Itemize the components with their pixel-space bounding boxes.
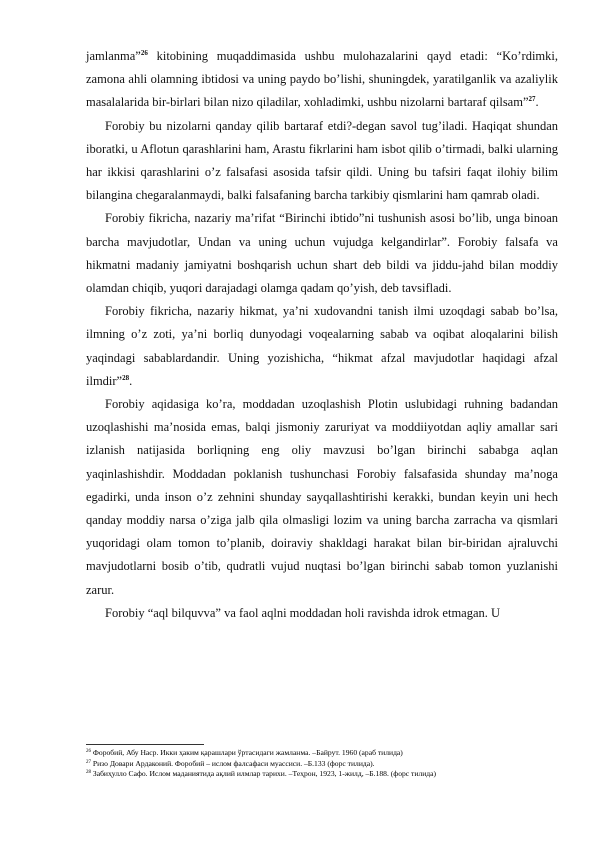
footnote-ref-27: 27 <box>528 95 536 104</box>
paragraph-1 <box>86 45 558 115</box>
paragraph-1-text-b: kitobining muqaddimasida ushbu mulohazalarini qayd etadi: “Ko’rdimki, zamona ahli olamning ibtidosi va uning paydo bo’lishi, shuningdek, yaratilganlik va azaliylik masalalarida bir-birlari bilan nizo qiladilar, xohladimki, ushbu nizolarni bartaraf qilsam” <box>86 49 558 110</box>
footnote-separator <box>86 744 204 745</box>
footnote-ref-28: 28 <box>122 373 130 382</box>
footnote-27 <box>86 759 558 770</box>
paragraph-5: Forobiy aqidasiga ko’ra, moddadan uzoqlashish Plotin uslubidagi ruhning badandan uzoqlashishi ma’nosida emas, balqi jismoniy zaruriyat va moddiiyotdan aqliy amallar sari izlanish natijasida borliqning eng oliy mavzusi bo’lgan birinchi sababga aqlan yaqinlashishdir. Moddadan poklanish tushunchasi Forobiy falsafasida shunday ma’noga egadirki, unda inson o’z zehnini shunday sayqallashtirishi kerakki, bundan keyin uni hech qanday moddiy narsa o’ziga jalb qila olmasligi lozim va uning barcha zarracha va qismlari yuqoridagi olam tomon to’planib, doiraviy shakldagi harakat bilan bir-biridan ajraluvchi mavjudotlarni bosib o’tib, qudratli vujud nuqtasi bo’lgan birinchi sabab tomon yuzlanishi zarur. <box>86 397 558 597</box>
footnote-text: Ризо Довари Ардаконий. Форобий – ислом фалсафаси муассиси. –Б.133 (форс тилида). <box>91 758 375 768</box>
paragraph-1-text-c: . <box>535 95 539 110</box>
main-text <box>86 45 558 625</box>
footnote-number: 28 <box>86 770 91 776</box>
footnotes-section <box>86 744 558 780</box>
paragraph-2: Forobiy bu nizolarni qanday qilib bartaraf etdi?-degan savol tug’iladi. Haqiqat shundan iboratki, u Aflotun qarashlarini ham, Arastu fikrlarini ham isbot qilib o’tirmadi, balki ularning har ikkisi qarashlarini o’z falsafasi asosida tafsir qildi. Uning bu tafsiri faqat ilohiy bilim bilangina chegaralanmaydi, balki falsafaning barcha tarkibiy qismlarini ham qamrab oladi. <box>86 118 558 203</box>
footnote-number: 27 <box>86 759 91 765</box>
footnote-26 <box>86 748 558 759</box>
footnote-28 <box>86 769 558 780</box>
footnote-number: 26 <box>86 749 91 754</box>
paragraph-6: Forobiy “aql bilquvva” va faol aqlni moddadan holi ravishda idrok etmagan. U <box>105 605 501 620</box>
paragraph-4-text-b: . <box>129 373 133 388</box>
footnote-text: Форобий, Абу Наср. Икки ҳаким қарашлари ўртасидаги жамланма. –Байрут. 1960 (араб тилида) <box>91 748 403 757</box>
paragraph-4 <box>86 300 558 393</box>
paragraph-1-text-a: jamlanma” <box>86 49 141 63</box>
footnote-text: Забиҳулло Сафо. Ислом маданиятида ақлий илмлар тарихи. –Теҳрон, 1923, 1-жилд, –Б.188. (форс тилида) <box>91 769 437 779</box>
paragraph-4-text-a: Forobiy fikricha, nazariy hikmat, ya’ni xudovandni tanish ilmi uzoqdagi sabab bo’lsa, ilmning o’z zoti, ya’ni borliq dunyodagi voqealarning sabab va oqibat aloqalarini bilish yaqindagi sabablardandir. Uning yozishicha, “hikmat afzal mavjudotlar haqidagi afzal ilmdir” <box>86 304 558 388</box>
paragraph-3: Forobiy fikricha, nazariy ma’rifat “Birinchi ibtido”ni tushunish asosi bo’lib, unga binoan barcha mavjudotlar, Undan va uning uchun vujudga kelgandirlar”. Forobiy falsafa va hikmatni madaniy jamiyatni boshqarish uchun shart deb bildi va jiddu-jahd bilan moddiy olamdan chiqib, yuqori darajadagi olamga qadam qo’yish, deb tavsifladi. <box>86 211 558 296</box>
footnote-ref-26: 26 <box>140 49 148 57</box>
